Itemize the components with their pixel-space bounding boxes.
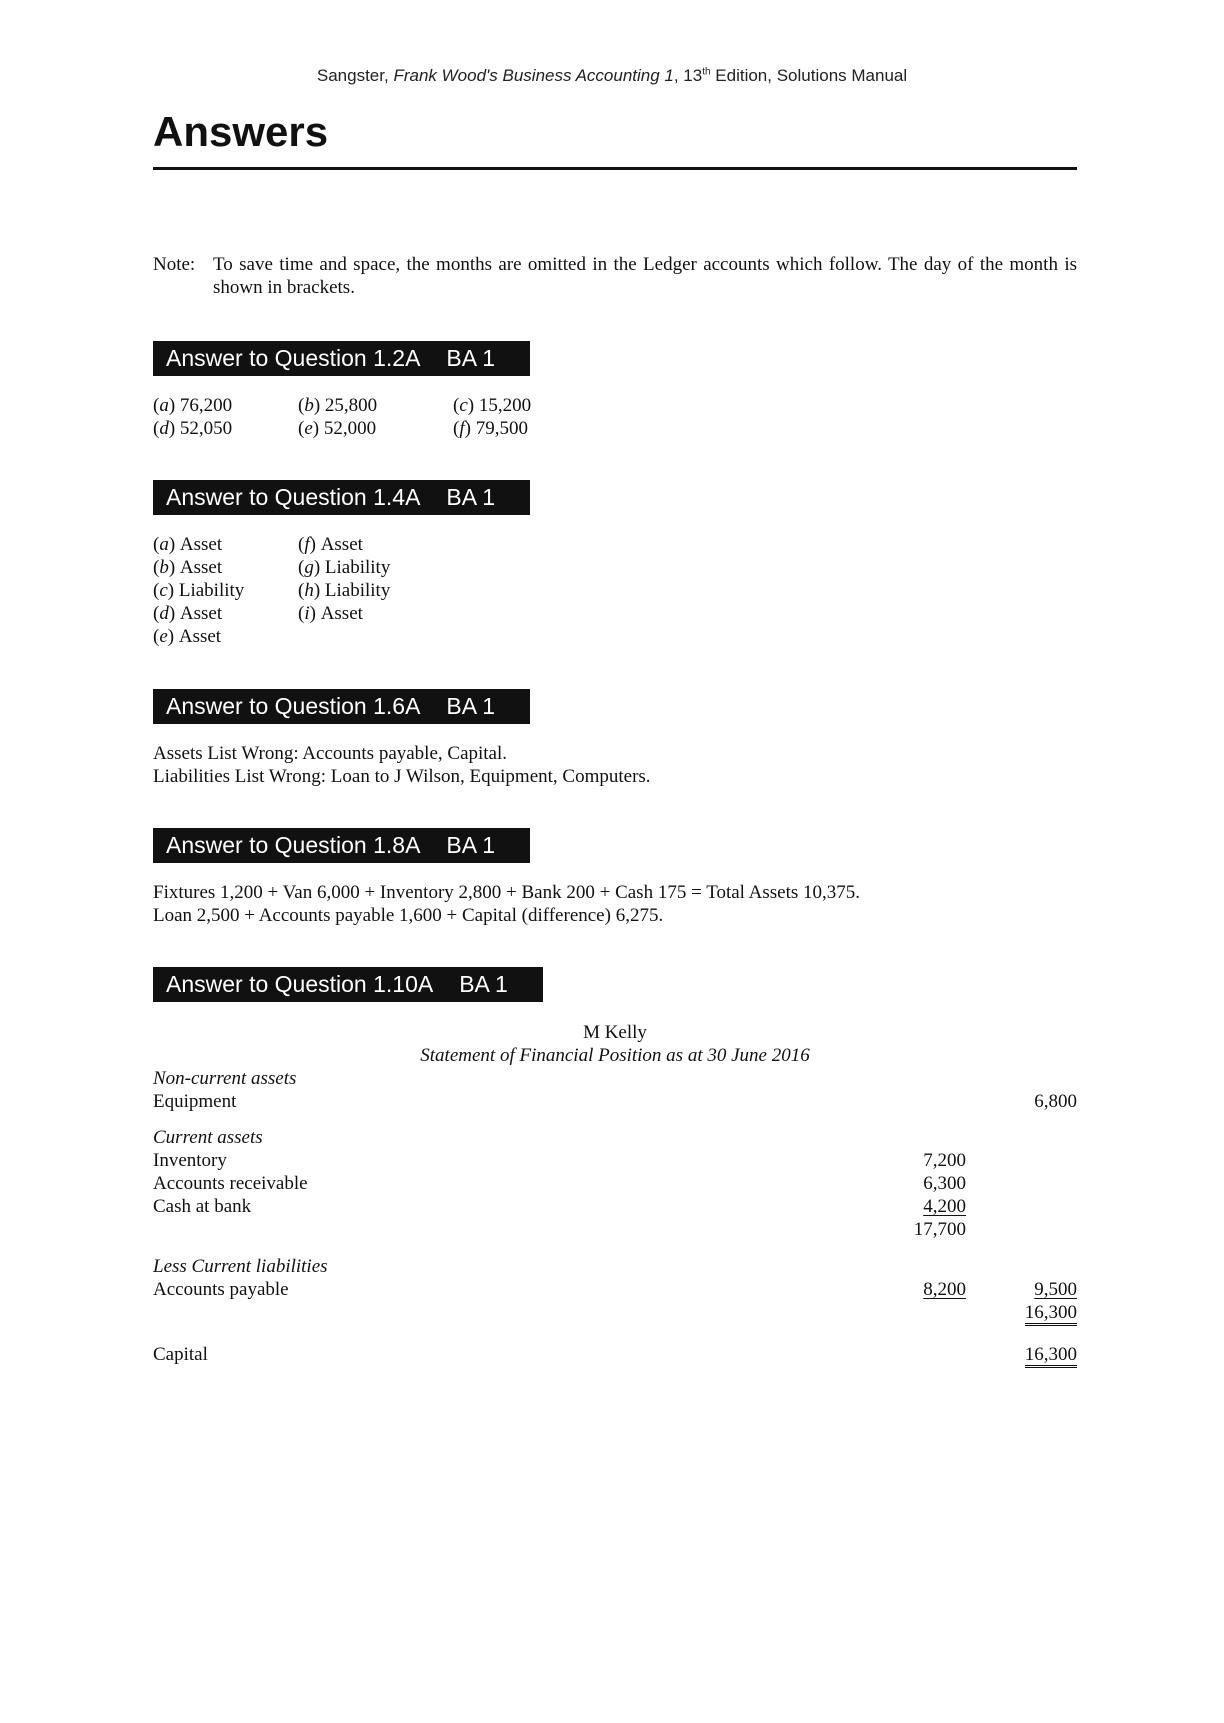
q14-item-c: (c) Liability <box>153 580 245 601</box>
q12-tag: BA 1 <box>446 345 496 371</box>
q14-item-a: (a) Asset <box>153 534 223 555</box>
q14-item-f: (f) Asset <box>298 534 363 555</box>
running-head-suffix: Edition, Solutions Manual <box>710 66 908 85</box>
q14-heading-bar <box>153 480 530 515</box>
note-label: Note: <box>153 254 196 275</box>
statement-title: Statement of Financial Position as at 30 June 2016 <box>420 1045 810 1066</box>
inventory-value: 7,200 <box>923 1150 966 1171</box>
cash-label: Cash at bank <box>153 1196 252 1217</box>
q14-item-e: (e) Asset <box>153 626 222 647</box>
q14-item-d: (d) Asset <box>153 603 223 624</box>
q18-heading: Answer to Question 1.8A <box>166 832 421 858</box>
inventory-label: Inventory <box>153 1150 227 1171</box>
q16-tag: BA 1 <box>446 693 496 719</box>
running-head-book-title: Frank Wood's Business Accounting 1 <box>393 66 674 85</box>
q12-item-e: (e) 52,000 <box>298 418 377 439</box>
capital-value: 16,300 <box>977 1343 1077 1366</box>
q12-item-d: (d) 52,050 <box>153 418 233 439</box>
q110-heading-bar <box>153 967 543 1002</box>
q12-heading: Answer to Question 1.2A <box>166 345 421 371</box>
equipment-value: 6,800 <box>1034 1091 1077 1112</box>
payable-label: Accounts payable <box>153 1279 289 1300</box>
q12-heading-bar <box>153 341 530 376</box>
q12-item-b: (b) 25,800 <box>298 395 378 416</box>
q12-item-c: (c) 15,200 <box>453 395 532 416</box>
q14-heading: Answer to Question 1.4A <box>166 484 421 510</box>
equipment-label: Equipment <box>153 1091 237 1112</box>
q14-item-b: (b) Asset <box>153 557 223 578</box>
q18-tag: BA 1 <box>446 832 496 858</box>
net-assets-total: 16,300 <box>977 1301 1077 1324</box>
q16-heading: Answer to Question 1.6A <box>166 693 421 719</box>
current-liabilities-heading: Less Current liabilities <box>153 1256 328 1277</box>
capital-label: Capital <box>153 1344 208 1365</box>
running-head-author: Sangster, <box>316 66 394 85</box>
current-assets-total: 17,700 <box>913 1219 966 1240</box>
running-head <box>0 66 1224 86</box>
q110-tag: BA 1 <box>459 971 508 997</box>
entity-name: M Kelly <box>583 1022 647 1043</box>
q18-assets-line: Fixtures 1,200 + Van 6,000 + Inventory 2,800 + Bank 200 + Cash 175 = Total Assets 10,375. <box>153 882 861 903</box>
receivable-label: Accounts receivable <box>153 1173 308 1194</box>
q12-item-a: (a) 76,200 <box>153 395 233 416</box>
q14-tag: BA 1 <box>446 484 496 510</box>
title-rule <box>153 167 1077 170</box>
q12-item-f: (f) 79,500 <box>453 418 528 439</box>
q16-heading-bar <box>153 689 530 724</box>
q110-heading: Answer to Question 1.10A <box>166 971 434 997</box>
receivable-value: 6,300 <box>923 1173 966 1194</box>
payable-value: 8,200 <box>923 1279 966 1300</box>
q16-liabilities-wrong: Liabilities List Wrong: Loan to J Wilson, Equipment, Computers. <box>153 766 651 787</box>
running-head-ordinal: th <box>702 66 711 78</box>
noncurrent-assets-heading: Non-current assets <box>153 1068 297 1089</box>
q14-item-i: (i) Asset <box>298 603 363 624</box>
q16-assets-wrong: Assets List Wrong: Accounts payable, Capital. <box>153 743 508 764</box>
page-title: Answers <box>153 108 329 155</box>
current-assets-heading: Current assets <box>153 1127 263 1148</box>
note-text: To save time and space, the months are omitted in the Ledger accounts which follow. The day of the month is shown in brackets. <box>213 254 1077 298</box>
q14-item-h: (h) Liability <box>298 580 391 601</box>
q18-liabilities-line: Loan 2,500 + Accounts payable 1,600 + Capital (difference) 6,275. <box>153 905 664 926</box>
net-current-assets: 9,500 <box>1034 1279 1077 1300</box>
q14-item-g: (g) Liability <box>298 557 391 578</box>
q18-heading-bar <box>153 828 530 863</box>
cash-value: 4,200 <box>923 1196 966 1217</box>
note-block <box>153 253 1077 299</box>
running-head-edition: , 13 <box>673 66 703 85</box>
